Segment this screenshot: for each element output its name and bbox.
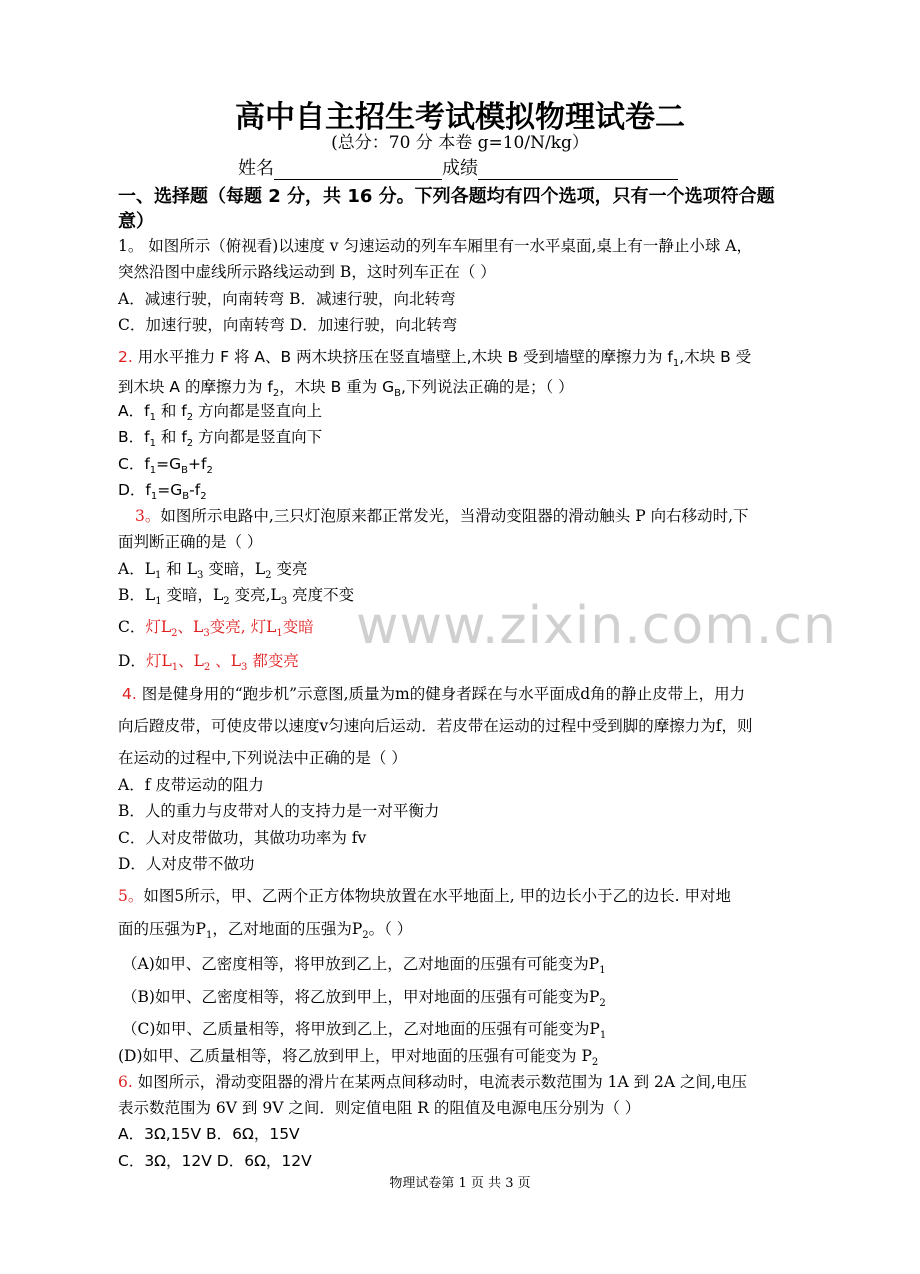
q2-text: 到木块 A 的摩擦力为 f	[118, 378, 273, 396]
opt-text: 灯L	[145, 652, 172, 670]
q1-line1: 1。 如图所示（俯视看)以速度 v 匀速运动的列车车厢里有一水平桌面,桌上有一静止小球 A，	[118, 237, 752, 255]
opt-text: 和 f	[155, 402, 187, 420]
score-label: 成绩	[442, 158, 478, 179]
q2-option-b	[118, 425, 322, 449]
section-heading-line1: 一、选择题（每题 2 分，共 16 分。下列各题均有四个选项，只有一个选项符合题	[118, 186, 775, 207]
opt-text: (D)如甲、乙质量相等，将乙放到甲上，甲对地面的压强有可能变为 P	[118, 1047, 592, 1065]
q5-option-a	[122, 952, 606, 976]
q5-option-d	[118, 1044, 598, 1068]
opt-sub: 2	[186, 412, 194, 424]
opt-text: 都变亮	[247, 652, 299, 670]
opt-text: 变暗，L	[203, 560, 266, 578]
score-blank	[478, 159, 678, 180]
name-label: 姓名	[238, 158, 274, 179]
q2-sub: B	[394, 388, 402, 400]
q3-number: 3。	[135, 507, 161, 525]
q2-sub: 1	[672, 358, 680, 370]
opt-text: （B)如甲、乙密度相等，将乙放到甲上，甲对地面的压强有可能变为P	[122, 988, 600, 1006]
q2-option-c	[118, 452, 213, 476]
opt-text: 、L	[178, 652, 204, 670]
opt-sub: 2	[265, 570, 272, 582]
opt-sub: 3	[241, 662, 248, 674]
opt-text: 方向都是竖直向上	[193, 402, 323, 420]
opt-sub: 1	[149, 412, 156, 424]
opt-sub: 1	[276, 628, 283, 640]
q2-line1-text: 用水平推力 F 将 A、B 两木块挤压在竖直墙壁上,木块 B 受到墙壁的摩擦力为 f	[132, 348, 673, 366]
opt-text: D．f	[118, 481, 151, 499]
q3-line2: 面判断正确的是（ ）	[118, 533, 263, 551]
name-blank	[274, 159, 442, 180]
opt-sub: 1	[150, 491, 158, 503]
q1-options-ab: A．减速行驶，向南转弯 B．减速行驶，向北转弯	[118, 290, 456, 308]
opt-text: =G	[157, 481, 183, 499]
q3-option-d	[118, 649, 299, 673]
q5-text: 。（ ）	[368, 920, 413, 938]
q2-option-d	[118, 478, 207, 502]
opt-sub: 2	[171, 628, 178, 640]
q4-option-b: B．人的重力与皮带对人的支持力是一对平衡力	[118, 802, 440, 820]
opt-text: 亮度不变	[287, 586, 355, 604]
q6-options-ab: A．3Ω,15V B．6Ω，15V	[118, 1125, 300, 1143]
q6-line1	[118, 1070, 747, 1092]
opt-text: +f	[188, 455, 207, 473]
opt-sub: 3	[203, 628, 210, 640]
opt-sub: 2	[591, 1057, 599, 1069]
q4-line1-text: 图是健身用的“跑步机”示意图,质量为m的健身者踩在与水平面成d角的静止皮带上，用力	[136, 685, 746, 703]
opt-text: 变亮	[271, 560, 308, 578]
opt-text: （A)如甲、乙密度相等，将甲放到乙上，乙对地面的压强有可能变为P	[122, 955, 600, 973]
q5-line1	[118, 884, 731, 906]
q5-text: ，乙对地面的压强为P	[212, 920, 363, 938]
opt-text: 变亮,L	[229, 586, 281, 604]
q1-options-cd: C．加速行驶，向南转弯 D．加速行驶，向北转弯	[118, 316, 458, 334]
opt-sub: B	[182, 491, 190, 503]
opt-text: =G	[156, 455, 182, 473]
opt-sub: B	[181, 465, 189, 477]
q3-option-c	[118, 615, 314, 639]
opt-sub: 1	[149, 438, 156, 450]
q4-line3: 在运动的过程中,下列说法中正确的是（ ）	[118, 749, 407, 767]
opt-sub: 3	[280, 596, 288, 608]
opt-text: 和 f	[155, 428, 187, 446]
q1-line2: 突然沿图中虚线所示路线运动到 B，这时列车正在（ ）	[118, 263, 496, 281]
q4-number: 4.	[122, 685, 137, 703]
q4-line2: 向后蹬皮带，可使皮带以速度v匀速向后运动．若皮带在运动的过程中受到脚的摩擦力为f，则	[118, 717, 753, 735]
q5-option-b	[122, 985, 606, 1009]
opt-sub: 2	[200, 491, 207, 503]
watermark: www.zixin.com.cn	[356, 596, 837, 656]
opt-sub: 1	[171, 662, 179, 674]
section-heading-line2: 意）	[118, 211, 154, 232]
opt-text: B．f	[118, 428, 150, 446]
q6-line1-text: 如图所示，滑动变阻器的滑片在某两点间移动时，电流表示数范围为 1A 到 2A 之间,电压	[132, 1073, 747, 1091]
q5-sub: 1	[205, 930, 213, 942]
opt-text: 和 L	[161, 560, 198, 578]
opt-sub: 1	[599, 965, 606, 977]
q2-text: ,下列说法正确的是；（ ）	[401, 378, 574, 396]
opt-text: 、L	[210, 652, 242, 670]
opt-sub: 1	[155, 596, 162, 608]
q3-option-b	[118, 583, 354, 607]
q6-number: 6.	[118, 1073, 133, 1091]
opt-text: 、L	[177, 618, 204, 636]
opt-red	[145, 652, 299, 674]
opt-text: 变暗，L	[161, 586, 224, 604]
q5-option-c	[122, 1017, 606, 1041]
q3-line1	[135, 504, 749, 526]
opt-sub: 2	[223, 596, 230, 608]
opt-text: 方向都是竖直向下	[193, 428, 323, 446]
opt-sub: 3	[197, 570, 204, 582]
q5-number: 5。	[118, 887, 144, 905]
q2-text: ，木块 B 重为 G	[279, 378, 395, 396]
q6-line2: 表示数范围为 6V 到 9V 之间．则定值电阻 R 的阻值及电源电压分别为（ ）	[118, 1099, 641, 1117]
page-title: 高中自主招生考试模拟物理试卷二	[235, 100, 685, 135]
page-subtitle: (总分：70 分 本卷 g=10/N/kg）	[331, 133, 589, 153]
q5-line1-text: 如图5所示，甲、乙两个正方体物块放置在水平地面上, 甲的边长小于乙的边长. 甲对地	[143, 887, 731, 905]
q4-option-d: D．人对皮带不做功	[118, 855, 255, 873]
q5-text: 面的压强为P	[118, 920, 206, 938]
opt-sub: 2	[203, 662, 211, 674]
q2-option-a	[118, 399, 322, 423]
opt-sub: 2	[186, 438, 194, 450]
name-score-row	[238, 154, 678, 180]
opt-red	[145, 618, 314, 640]
opt-sub: 1	[155, 570, 162, 582]
page-footer: 物理试卷第 1 页 共 3 页	[389, 1176, 531, 1191]
opt-text: 变亮, 灯L	[209, 618, 277, 636]
opt-text: 灯L	[145, 618, 172, 636]
q2-number: 2.	[118, 348, 133, 366]
q2-sub: 2	[272, 388, 280, 400]
opt-text: A．L	[118, 560, 155, 578]
opt-text: C．f	[118, 455, 150, 473]
q4-line1	[122, 682, 745, 704]
opt-sub: 2	[206, 465, 213, 477]
q2-line1	[118, 345, 751, 369]
q6-options-cd: C．3Ω，12V D．6Ω，12V	[118, 1152, 312, 1170]
q2-line1-tail: ,木块 B 受	[679, 348, 752, 366]
opt-sub: 1	[149, 465, 157, 477]
q3-line1-text: 如图所示电路中,三只灯泡原来都正常发光，当滑动变阻器的滑动触头 P 向右移动时,下	[160, 507, 749, 525]
opt-text: C．	[118, 618, 146, 636]
q2-line2	[118, 375, 574, 399]
opt-text: D．	[118, 652, 146, 670]
opt-text: -f	[189, 481, 201, 499]
q5-line2	[118, 917, 412, 941]
opt-text: B．L	[118, 586, 156, 604]
q5-sub: 2	[362, 930, 369, 942]
opt-sub: 2	[599, 998, 606, 1010]
opt-text: （C)如甲、乙质量相等，将甲放到乙上，乙对地面的压强有可能变为P	[122, 1020, 600, 1038]
opt-text: 变暗	[282, 618, 314, 636]
q4-option-a: A．f 皮带运动的阻力	[118, 776, 264, 794]
opt-text: A．f	[118, 402, 150, 420]
q4-option-c: C．人对皮带做功，其做功功率为 fv	[118, 829, 367, 847]
q3-option-a	[118, 557, 307, 581]
opt-sub: 1	[599, 1030, 607, 1042]
